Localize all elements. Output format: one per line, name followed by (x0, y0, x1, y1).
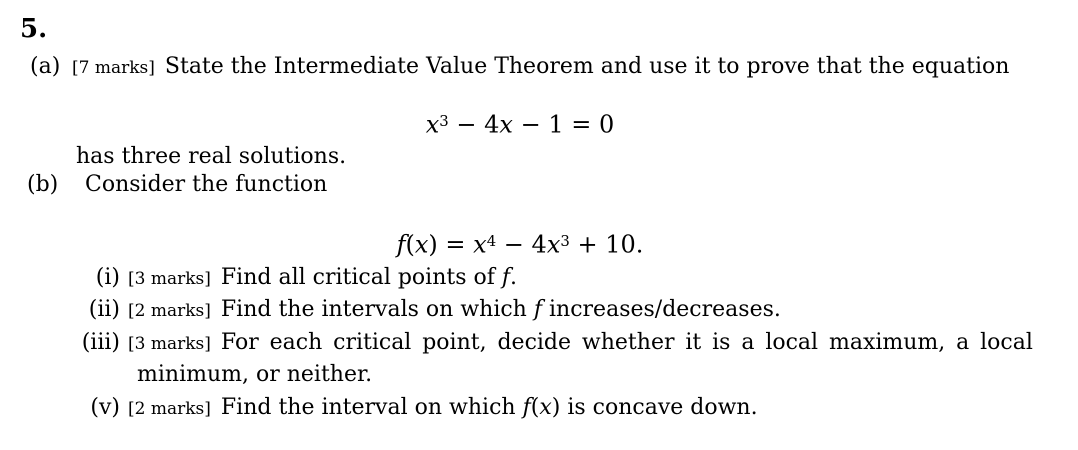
math-var: x (546, 230, 561, 259)
subitem-iii-row (75, 330, 1033, 357)
math-paren: ) (551, 395, 561, 420)
subitem-i-marks-badge: [3 marks] (128, 269, 211, 289)
subitem-iii-text-line1: For each critical point, decide whether it is a local maximum, a local (220, 330, 1033, 355)
math-func-f: f (501, 265, 511, 290)
math-var: x (425, 110, 440, 139)
subitem-i-label: (i) (95, 265, 120, 290)
math-func-f: f (396, 230, 406, 259)
math-exponent: 3 (560, 232, 570, 250)
subitem-v-text (221, 395, 758, 420)
math-paren: ( (405, 230, 415, 259)
subitem-v-text-pre: Find the interval on which (220, 395, 523, 420)
math-paren: ( (530, 395, 540, 420)
subitem-iii-marks-badge: [3 marks] (128, 334, 211, 354)
math-var: x (473, 230, 487, 259)
subitem-ii-text-pre: Find the intervals on which (220, 297, 534, 322)
subitem-i-row (75, 265, 517, 292)
subitem-i-text-pre: Find all critical points of (220, 265, 502, 290)
part-a-text: State the Intermediate Value Theorem and use it to prove that the equation (164, 54, 1010, 79)
part-b-intro-text: Consider the function (85, 172, 328, 197)
math-operator-term: − 4 (448, 110, 500, 139)
subitem-ii-text (221, 297, 781, 322)
part-a-continuation: has three real solutions. (76, 144, 347, 169)
subitem-i-text-post: . (510, 265, 518, 290)
math-exponent: 4 (486, 232, 497, 250)
part-a-row (30, 54, 1009, 81)
math-operator-term: − 1 = 0 (512, 110, 615, 139)
subitem-i-text (221, 265, 517, 290)
math-operator-term: + 10. (569, 230, 644, 259)
math-func-f: f (522, 395, 531, 420)
subitem-iii-label: (iii) (81, 330, 120, 355)
math-var: x (414, 230, 429, 259)
subitem-v-marks-badge: [2 marks] (128, 399, 211, 419)
math-func-f: f (533, 297, 543, 322)
subitem-v-text-post: is concave down. (560, 395, 758, 420)
math-var: x (499, 110, 513, 139)
math-var: x (539, 395, 552, 420)
subitem-iii-text-line2: minimum, or neither. (137, 362, 373, 387)
subitem-ii-marks-badge: [2 marks] (128, 301, 211, 321)
subitem-v-row (75, 395, 758, 422)
subitem-ii-text-post: increases/decreases. (542, 297, 781, 322)
part-b-label: (b) (27, 172, 59, 197)
part-a-marks-badge: [7 marks] (72, 58, 155, 78)
subitem-ii-label: (ii) (88, 297, 120, 322)
display-equation-cubic (0, 107, 1040, 139)
math-operator-term: − 4 (496, 230, 547, 259)
subitem-ii-row (75, 297, 781, 324)
part-b-row (27, 172, 327, 198)
problem-number: 5. (20, 14, 48, 44)
math-equals: ) = (428, 230, 474, 259)
display-equation-function (0, 227, 1040, 259)
math-exponent: 3 (439, 112, 449, 130)
subitem-v-label: (v) (90, 395, 120, 420)
part-a-label: (a) (30, 54, 61, 79)
